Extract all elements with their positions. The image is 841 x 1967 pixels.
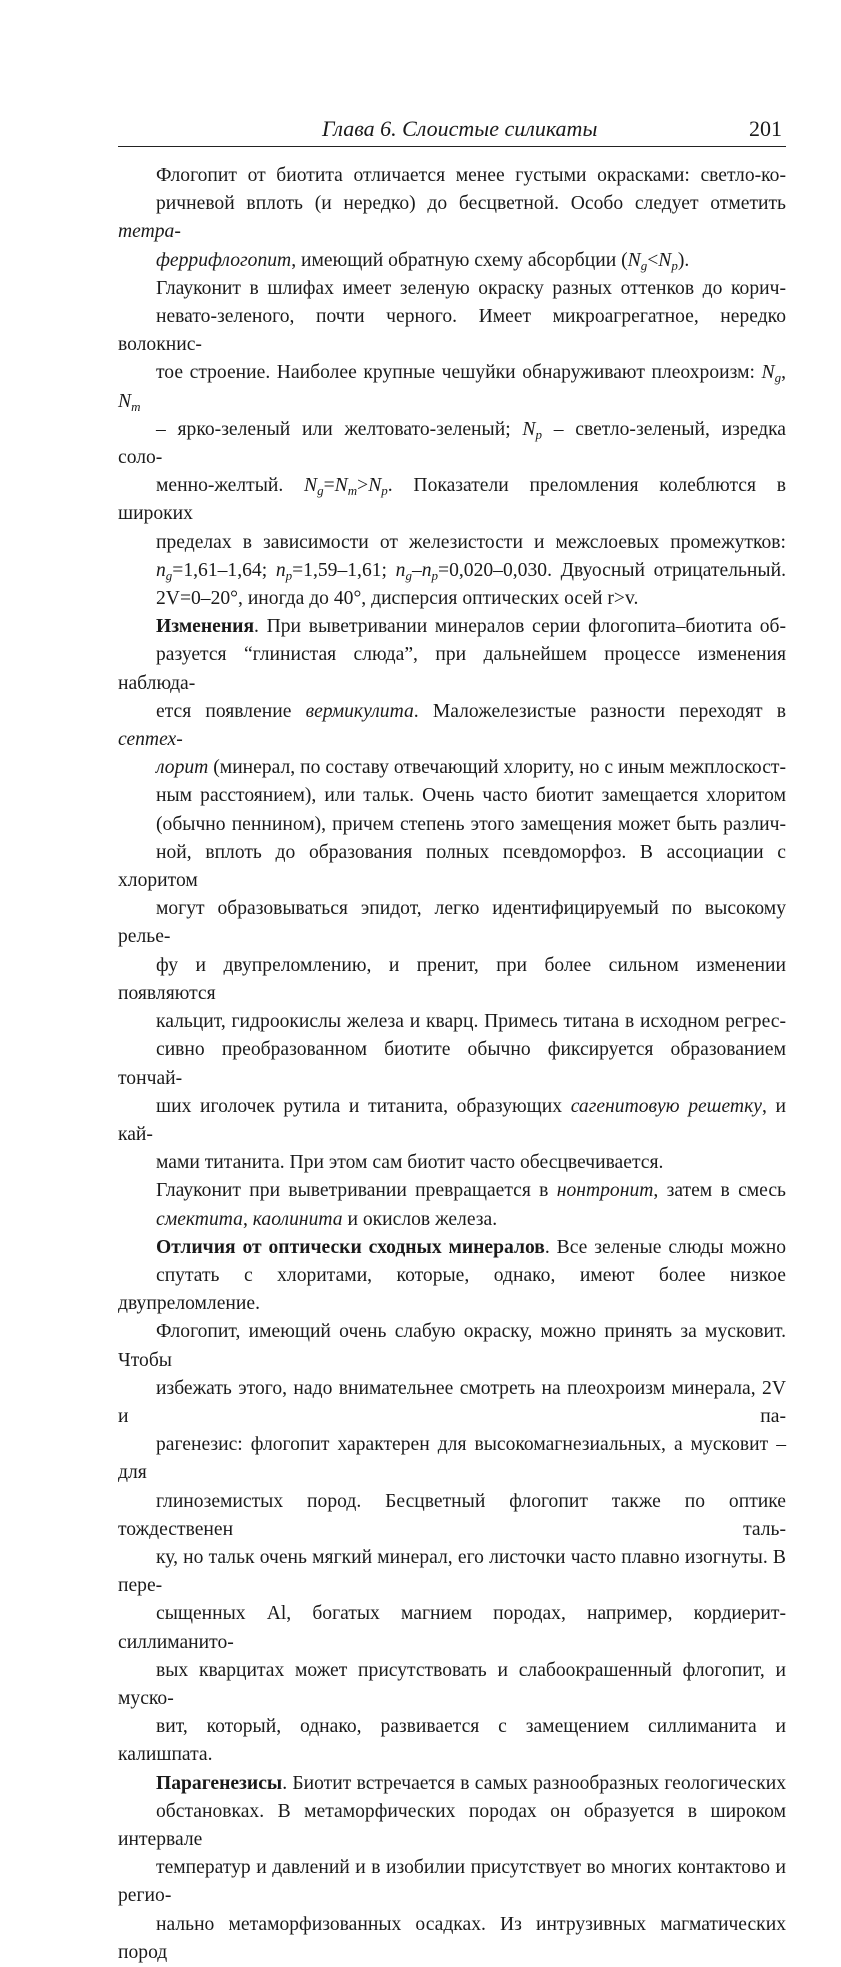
text-run: кальцит, гидроокислы железа и кварц. Примесь титана в исходном регрес- [156,1011,786,1033]
text-run: N [304,475,318,497]
text-run: , имеющий обратную схему абсорбции ( [291,249,628,271]
text-line [118,782,786,810]
text-run: ным расстоянием), или тальк. Очень часто биотит замещается хлоритом [156,785,786,807]
text-line [118,839,786,895]
text-run: (минерал, по составу отвечающий хлориту, но с иным межплоскост- [208,757,786,779]
text-line [118,698,786,754]
text-line [118,613,786,641]
text-run: температур и давлений и в изобилии присутствует во многих контактово и регио- [118,1857,786,1907]
text-run: < [647,249,659,271]
text-run: ). [677,249,690,271]
text-run: смектита [156,1208,243,1230]
text-run: ку, но тальк очень мягкий минерал, его листочки часто плавно изогнуты. В пере- [118,1546,786,1597]
text-run: вых кварцитах может присутствовать и слабоокрашенный флогопит, и муско- [118,1659,786,1709]
text-line [118,1798,786,1854]
text-run: =0,020–0,030. Двуосный отрицательный. [438,559,786,581]
text-run: сагенитовую решетку [570,1095,762,1117]
text-line [118,1854,786,1910]
text-run: тетра- [118,221,181,243]
text-line [118,754,786,782]
page-number: 201 [749,116,782,141]
text-run: . Все зеленые слюды можно [544,1236,786,1258]
text-run: Флогопит от биотита отличается менее густыми окрасками: светло-ко- [156,165,786,186]
text-run: лорит [156,757,209,779]
text-run: невато-зеленого, почти черного. Имеет микроагрегатное, нередко волокнис- [118,306,786,356]
text-run: разуется “глинистая слюда”, при дальнейшем процессе изменения наблюда- [118,644,786,694]
text-run: 2V=0–20°, иногда до 40°, дисперсия оптических осей r>v. [156,588,639,610]
run-in-heading: Отличия от оптически сходных минералов [156,1236,545,1258]
text-run: сивно преобразованном биотите обычно фиксируется образованием тончай- [118,1039,786,1089]
text-run: нально метаморфизованных осадках. Из интрузивных магматических пород [118,1913,786,1963]
text-run: N [334,475,348,497]
text-run: мами титанита. При этом сам биотит часто обесцвечивается. [156,1152,664,1174]
text-line [118,416,786,472]
subscript: m [131,398,141,414]
text-line [118,1234,786,1262]
text-line [118,1544,786,1600]
text-run: Глауконит при выветривании превращается в [156,1180,557,1202]
text-run: обстановках. В метаморфических породах он образуется в широком интервале [118,1800,786,1850]
text-line [118,275,786,303]
text-run: , затем в смесь [653,1180,786,1202]
text-line [118,1093,786,1149]
text-run: n [395,559,406,581]
running-header [118,112,786,147]
paragraph [118,1770,786,1967]
text-line [118,1911,786,1967]
paragraph [118,1234,786,1770]
subscript: g [165,567,173,583]
text-run: Глауконит в шлифах имеет зеленую окраску разных оттенков до корич- [156,277,786,299]
text-line [118,529,786,557]
text-run: =1,61–1,64; [172,559,276,581]
text-run: (обычно пеннином), причем степень этого замещения может быть различ- [156,813,786,835]
subscript: m [347,483,358,499]
text-run: – ярко-зеленый или желтовато-зеленый; [156,418,523,440]
text-line [118,1177,786,1205]
text-run: N [627,249,641,271]
text-run: сыщенных Al, богатых магнием породах, например, кордиерит-силлиманито- [118,1603,786,1653]
body-text [118,162,786,1967]
text-run: > [357,475,369,497]
text-line [118,1488,786,1544]
text-line [118,1008,786,1036]
text-run: n [156,559,166,581]
paragraph [118,275,786,613]
text-line [118,359,786,415]
text-run: рагенезис: флогопит характерен для высокомагнезиальных, а мусковит – для [118,1434,786,1484]
text-run: – [411,559,422,581]
text-run: тое строение. Наиболее крупные чешуйки обнаруживают плеохроизм: [156,362,762,384]
text-line [118,472,786,528]
paragraph [118,1177,786,1233]
text-run: , и кай- [118,1095,786,1145]
text-run: N [118,390,132,412]
text-line [118,641,786,697]
text-line [118,1431,786,1487]
text-run: Флогопит, имеющий очень слабую окраску, можно принять за мусковит. Чтобы [118,1321,786,1371]
text-run: ной, вплоть до образования полных псевдоморфоз. В ассоциации с хлоритом [118,841,786,892]
text-run: спутать с хлоритами, которые, однако, имеют более низкое двупреломление. [118,1264,786,1315]
subscript: p [381,483,388,499]
text-run: . Биотит встречается в самых разнообразных геологических [282,1772,786,1794]
text-run: , [781,362,786,384]
text-line [118,557,786,585]
subscript: g [317,483,324,499]
chapter-title: Глава 6. Слоистые силикаты [322,116,598,141]
text-run: N [658,249,672,271]
text-run: , [242,1208,253,1230]
run-in-heading: Парагенезисы [156,1772,283,1794]
book-page [118,112,786,1967]
text-run: =1,59–1,61; [292,559,396,581]
text-run: ших иголочек рутила и титанита, образующих [156,1095,571,1117]
text-run: – светло-зеленый, изредка соло- [118,418,786,469]
text-line [118,811,786,839]
text-line [118,1149,786,1177]
text-run: и окислов железа. [342,1208,498,1230]
text-line [118,1713,786,1769]
subscript: g [774,370,782,386]
text-run: ричневой вплоть (и нередко) до бесцветной. Особо следует отметить [156,193,786,215]
text-run: вит, который, однако, развивается с замещением силлиманита и калишпата. [118,1716,786,1766]
text-run: менно-желтый. [156,475,305,497]
text-run: избежать этого, надо внимательнее смотреть на плеохроизм минерала, 2V и па- [118,1377,786,1427]
text-line [118,1206,786,1234]
text-run: нонтронит [556,1180,654,1202]
text-line [118,190,786,246]
text-line [118,1036,786,1092]
text-line [118,585,786,613]
text-run: феррифлогопит [156,249,292,271]
run-in-heading: Изменения [156,616,255,638]
text-run: вермикулита [305,700,414,722]
text-run: . Показатели преломления колеблются в широких [118,475,786,525]
paragraph [118,613,786,1177]
subscript: g [640,257,648,273]
subscript: p [671,257,678,273]
subscript: p [535,426,542,442]
text-line [118,1600,786,1656]
text-line [118,303,786,359]
subscript: p [431,567,439,583]
text-run: ется появление [156,700,306,722]
text-run: N [761,362,775,384]
text-run: могут образовываться эпидот, легко идентифицируемый по высокому релье- [118,898,786,948]
text-run: пределах в зависимости от железистости и межслоевых промежутков: [156,531,786,553]
text-line [118,1318,786,1374]
text-run: . Маложелезистые разности переходят в [413,700,786,722]
subscript: g [405,567,412,583]
text-run: каолинита [252,1208,343,1230]
text-line [118,895,786,951]
text-run: N [522,418,536,440]
text-run: n [275,559,286,581]
text-line [118,162,786,190]
text-run: = [323,475,335,497]
subscript: p [285,567,293,583]
text-run: . При выветривании минералов серии флогопита–биотита об- [254,616,786,638]
text-line [118,247,786,275]
text-run: септех- [118,729,183,751]
text-line [118,1262,786,1318]
text-line [118,1375,786,1431]
text-run: фу и двупреломлению, и пренит, при более сильном изменении появляются [118,954,786,1004]
text-line [118,952,786,1008]
text-line [118,1770,786,1798]
text-run: n [421,559,432,581]
paragraph [118,162,786,275]
text-run: глиноземистых пород. Бесцветный флогопит также по оптике тождественен таль- [118,1490,786,1540]
text-run: N [368,475,382,497]
text-line [118,1657,786,1713]
